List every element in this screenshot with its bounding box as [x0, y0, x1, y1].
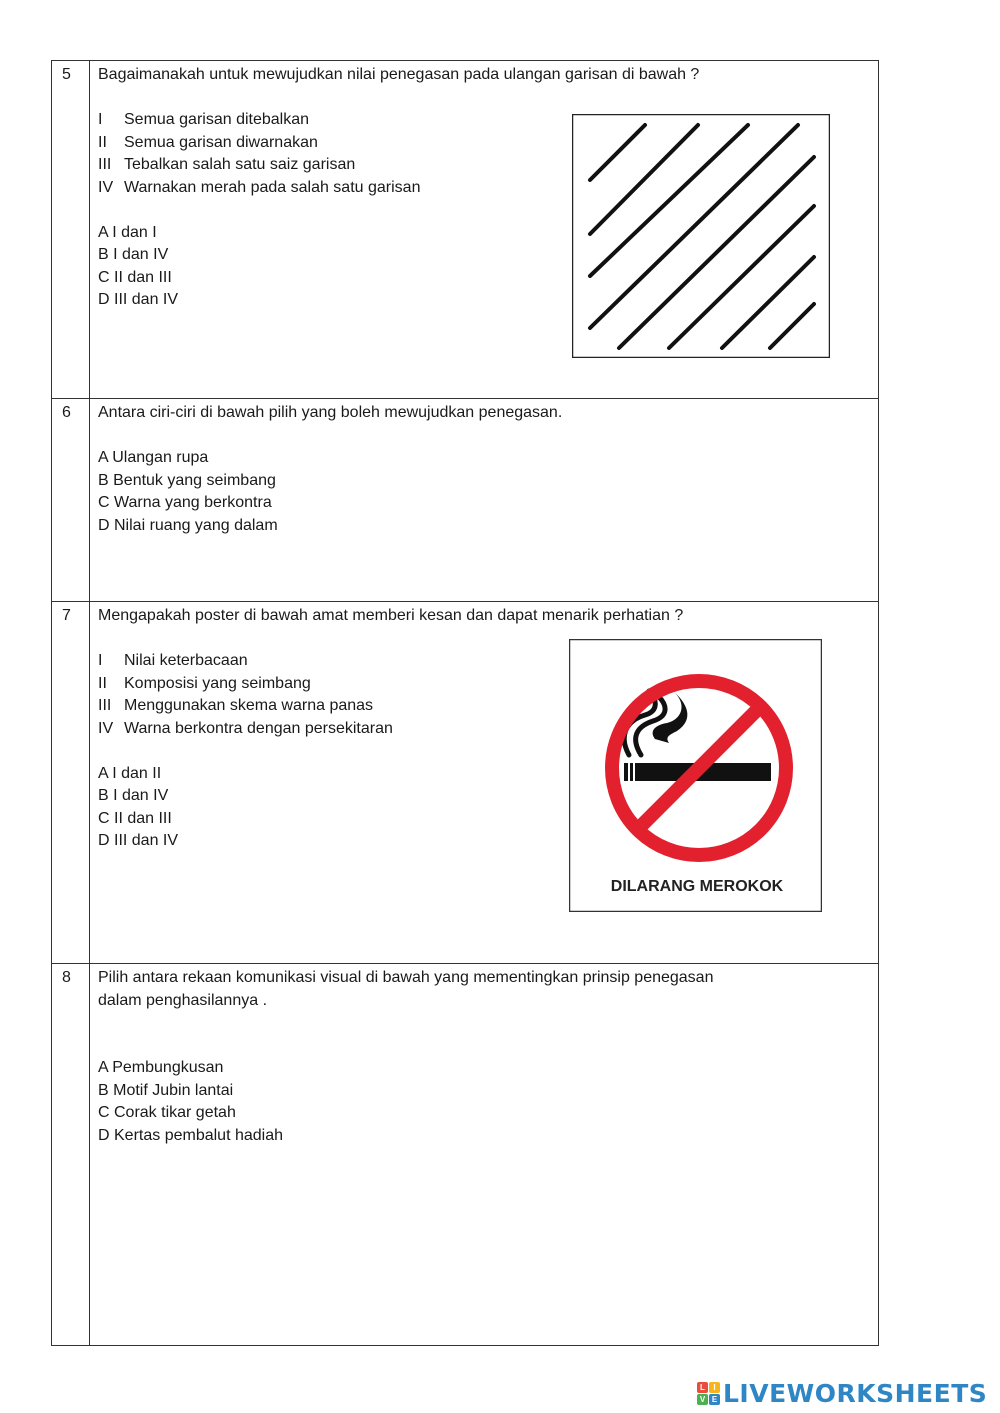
diagonal-lines-figure	[572, 114, 830, 358]
question-prompt: Mengapakah poster di bawah amat memberi kesan dan dapat menarik perhatian ?	[98, 607, 684, 624]
poster-caption: DILARANG MEROKOK	[610, 878, 784, 895]
answer-option-d[interactable]: D III dan IV	[98, 291, 179, 308]
statement-item: II Semua garisan diwarnakan	[98, 133, 318, 151]
answer-option-d[interactable]: D Kertas pembalut hadiah	[98, 1126, 283, 1144]
answer-option-b[interactable]: B Motif Jubin lantai	[98, 1081, 234, 1099]
answer-option-a[interactable]: A I dan I	[98, 223, 157, 241]
no-smoking-poster	[569, 639, 822, 912]
answer-option-a[interactable]: A Pembungkusan	[98, 1059, 224, 1076]
worksheet-table	[51, 60, 879, 1346]
answer-option-c[interactable]: C II dan III	[98, 268, 172, 286]
question-number: 8	[62, 969, 71, 986]
question-number: 7	[62, 607, 71, 624]
answer-option-c[interactable]: C II dan III	[98, 809, 172, 827]
question-row-6	[52, 399, 878, 602]
question-prompt: Bagaimanakah untuk mewujudkan nilai penegasan pada ulangan garisan di bawah ?	[98, 66, 700, 83]
answer-option-d[interactable]: D III dan IV	[98, 832, 179, 849]
question-prompt: Pilih antara rekaan komunikasi visual di bawah yang mementingkan prinsip penegasan	[98, 969, 714, 986]
statement-item: III Tebalkan salah satu saiz garisan	[98, 156, 356, 173]
question-prompt: Antara ciri-ciri di bawah pilih yang boleh mewujudkan penegasan.	[98, 404, 563, 421]
statement-item: III Menggunakan skema warna panas	[98, 697, 374, 714]
statement-item: IV Warna berkontra dengan persekitaran	[98, 719, 393, 737]
answer-option-a[interactable]: A Ulangan rupa	[98, 449, 209, 466]
answer-option-b[interactable]: B Bentuk yang seimbang	[98, 471, 276, 489]
liveworksheets-logo-icon: L I V E	[697, 1382, 720, 1405]
question-row-7	[52, 602, 878, 964]
statement-item: IV Warnakan merah pada salah satu garisan	[98, 178, 421, 196]
question-row-8	[52, 964, 878, 1347]
question-number: 5	[62, 66, 71, 83]
question-body	[98, 967, 868, 1147]
answer-option-c[interactable]: C Corak tikar getah	[98, 1104, 236, 1121]
question-prompt-continued: dalam penghasilannya .	[98, 991, 268, 1009]
answer-option-a[interactable]: A I dan II	[98, 764, 162, 782]
answer-option-c[interactable]: C Warna yang berkontra	[98, 494, 272, 511]
answer-option-b[interactable]: B I dan IV	[98, 246, 169, 263]
statement-item: I Semua garisan ditebalkan	[98, 111, 310, 128]
statement-item: II Komposisi yang seimbang	[98, 674, 311, 692]
question-number: 6	[62, 404, 71, 421]
answer-option-d[interactable]: D Nilai ruang yang dalam	[98, 516, 278, 534]
question-body	[98, 402, 868, 537]
brand-name: LIVEWORKSHEETS	[723, 1378, 988, 1408]
liveworksheets-footer	[697, 1376, 987, 1410]
statement-item: I Nilai keterbacaan	[98, 652, 248, 669]
question-row-5	[52, 61, 878, 399]
answer-option-b[interactable]: B I dan IV	[98, 787, 169, 804]
